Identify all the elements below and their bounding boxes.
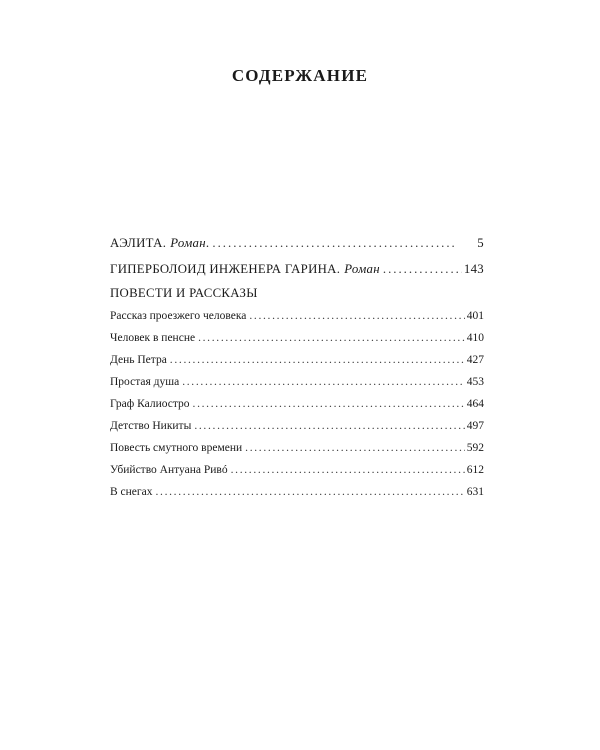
toc-item-page: 464 [466,398,484,410]
toc-entry-aelita [110,232,484,255]
dot-leader [249,305,464,327]
toc-item-page: 592 [466,442,484,454]
toc-item-title: Рассказ проезжего человека [110,310,247,322]
toc-item-title: Повесть смутного времени [110,442,243,454]
toc-item [110,393,484,415]
toc-item-page: 410 [466,332,484,344]
toc-item-page: 453 [466,376,484,388]
dot-leader [383,258,462,281]
toc-entry-title: ГИПЕРБОЛОИД ИНЖЕНЕРА ГАРИНА. [110,262,341,276]
dot-leader [155,481,464,503]
toc-item [110,437,484,459]
toc-entry-genre: Роман [170,236,206,250]
toc-item-title: День Петра [110,354,167,366]
toc-item-title: Детство Никиты [110,420,192,432]
dot-leader [194,415,464,437]
toc-entry-hyperboloid [110,258,484,281]
dot-leader [193,393,465,415]
toc-item [110,371,484,393]
toc-item [110,305,484,327]
toc-entry-genre-suffix: . [205,236,210,250]
toc-item-page: 427 [466,354,484,366]
toc-item [110,415,484,437]
toc-item-title: В снегах [110,486,153,498]
toc-item-page: 612 [466,464,484,476]
toc-item-page: 631 [466,486,484,498]
toc-item [110,349,484,371]
toc-item [110,459,484,481]
toc-item-page: 401 [466,310,484,322]
toc-item [110,327,484,349]
toc-item [110,481,484,503]
toc-entry-title: АЭЛИТА. [110,236,167,250]
page-title: СОДЕРЖАНИЕ [231,66,369,85]
dot-leader [212,232,456,255]
toc-item-page: 497 [466,420,484,432]
toc-section-title: ПОВЕСТИ И РАССКАЗЫ [110,286,258,300]
toc-entry-genre: Роман [344,262,380,276]
toc-entry-page: 5 [477,236,484,250]
toc-section-heading [110,282,484,305]
toc-entry-page: 143 [463,262,484,276]
dot-leader [198,327,465,349]
toc-item-title: Человек в пенсне [110,332,196,344]
table-of-contents [110,232,484,503]
toc-item-title: Убийство Антуана Ривó [110,464,228,476]
toc-item-title: Граф Калиостро [110,398,190,410]
dot-leader [182,371,465,393]
toc-item-title: Простая душа [110,376,180,388]
dot-leader [231,459,465,481]
dot-leader [170,349,465,371]
dot-leader [245,437,465,459]
